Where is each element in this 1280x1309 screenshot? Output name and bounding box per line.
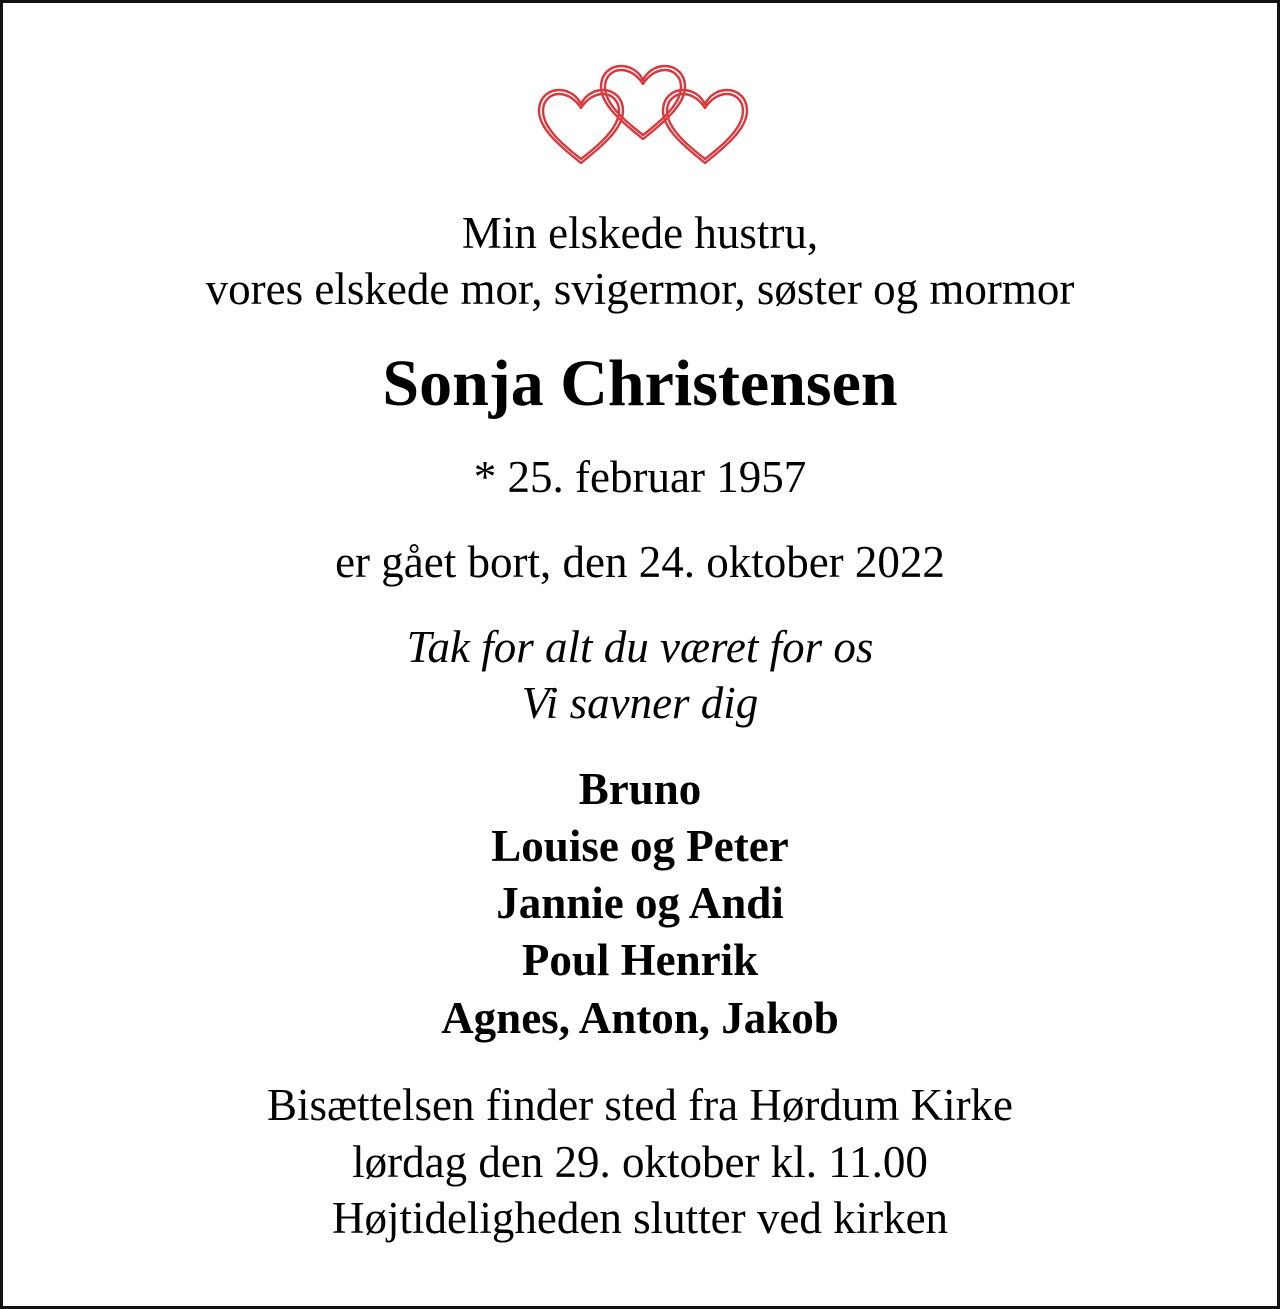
intro-line-2: vores elskede mor, svigermor, søster og mormor [205,264,1075,314]
family-member: Agnes, Anton, Jakob [441,993,839,1043]
intro-line-1: Min elskede hustru, [461,208,819,258]
family-member: Jannie og Andi [496,878,784,928]
death-date: er gået bort, den 24. oktober 2022 [335,537,945,587]
birth-date: * 25. februar 1957 [473,452,807,502]
family-member: Bruno [578,764,702,814]
family-member: Louise og Peter [491,821,789,871]
verse-line-1: Tak for alt du været for os [406,622,874,672]
family-member: Poul Henrik [521,935,759,985]
interlinked-hearts-icon [531,63,755,173]
deceased-name: Sonja Christensen [382,347,898,420]
funeral-line-3: Højtideligheden slutter ved kirken [331,1193,949,1243]
verse-line-2: Vi savner dig [521,678,759,728]
funeral-line-2: lørdag den 29. oktober kl. 11.00 [352,1137,928,1187]
funeral-line-1: Bisættelsen finder sted fra Hørdum Kirke [266,1080,1014,1130]
